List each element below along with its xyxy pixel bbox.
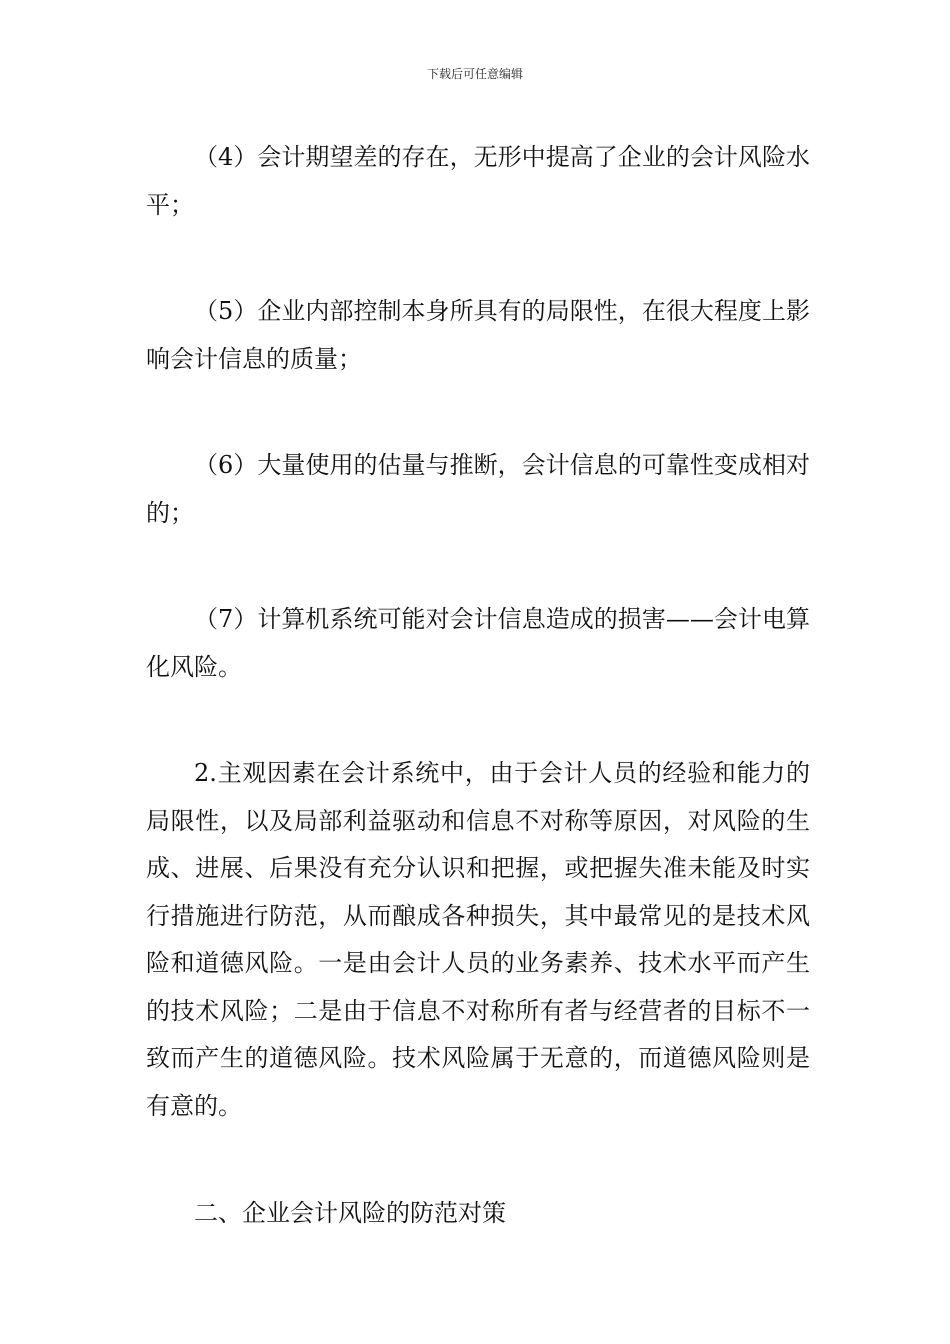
paragraph-item-5: （5）企业内部控制本身所具有的局限性，在很大程度上影响会计信息的质量； xyxy=(146,297,810,373)
paragraph-item-4: （4）会计期望差的存在，无形中提高了企业的会计风险水平； xyxy=(146,143,810,219)
page-header: 下载后可任意编辑 xyxy=(426,67,523,81)
document-body xyxy=(146,134,810,1238)
paragraph-item-7: （7）计算机系统可能对会计信息造成的损害——会计电算化风险。 xyxy=(146,605,810,681)
paragraph-item-6: （6）大量使用的估量与推断，会计信息的可靠性变成相对的； xyxy=(146,451,810,527)
paragraph-subjective-factors: 2.主观因素在会计系统中，由于会计人员的经验和能力的局限性，以及局部利益驱动和信息不对称等原因，对风险的生成、进展、后果没有充分认识和把握，或把握失准未能及时实行措施进行防范，从而酿成各种损失，其中最常见的是技术风险和道德风险。一是由会计人员的业务素养、技术水平而产生的技术风险；二是由于信息不对称所有者与经营者的目标不一致而产生的道德风险。技术风险属于无意的，而道德风险则是有意的。 xyxy=(146,759,810,1120)
section-heading: 二、企业会计风险的防范对策 xyxy=(194,1199,506,1227)
